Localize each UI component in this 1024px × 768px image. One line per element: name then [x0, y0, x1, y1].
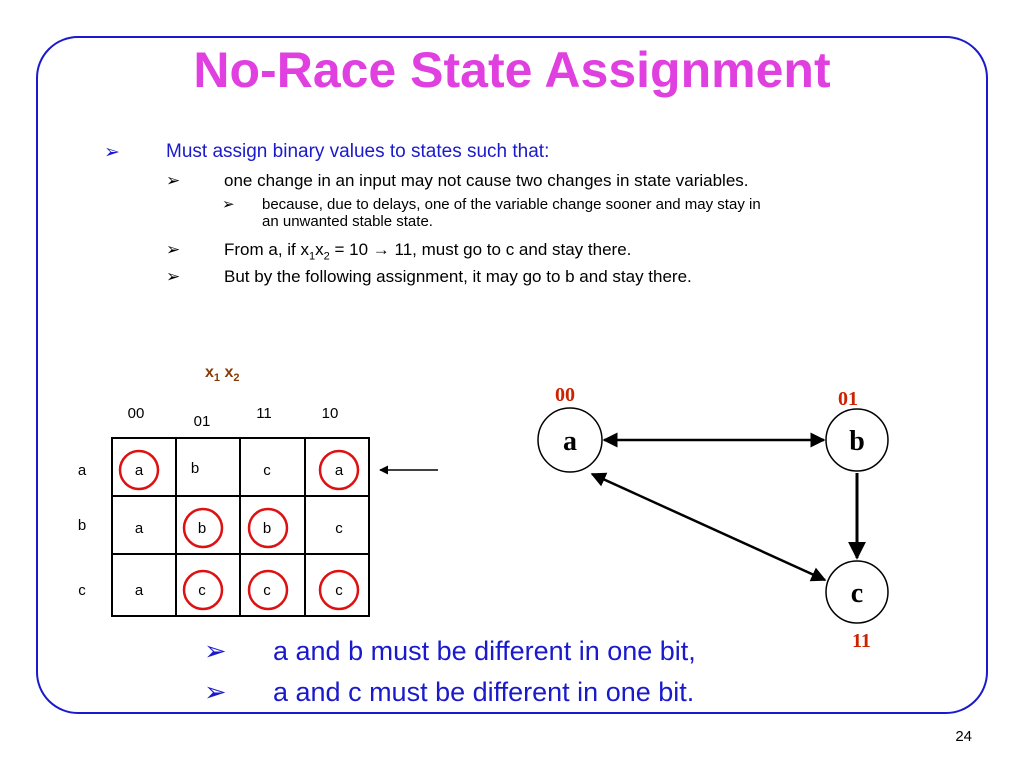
kmap-col-header: 10: [321, 405, 339, 422]
kmap-cell: b: [197, 520, 207, 537]
bullet-delay-line1: because, due to delays, one of the variable change sooner and may stay in: [262, 196, 761, 213]
bullet-arrow-icon: ➢: [166, 267, 181, 286]
conclusion-a-b: a and b must be different in one bit,: [273, 636, 696, 666]
kmap-col-header: 11: [256, 405, 272, 422]
stable-state-circle: [184, 509, 222, 547]
stable-state-circle: [184, 571, 222, 609]
page-number: 24: [955, 728, 972, 745]
bullet-arrow-icon: ➢: [204, 636, 227, 666]
kmap-row-header: a: [77, 462, 87, 479]
kmap-cell: c: [263, 462, 271, 479]
state-node-a-label: a: [563, 426, 577, 457]
bullet-but-by: But by the following assignment, it may go to b and stay there.: [224, 267, 692, 286]
kmap-row-header: c: [78, 582, 86, 599]
stable-state-circle: [120, 451, 158, 489]
kmap-col-header: 01: [193, 413, 211, 430]
kmap-grid: [112, 438, 369, 616]
kmap-cell: a: [134, 582, 144, 599]
kmap-cell: a: [134, 520, 144, 537]
conclusion-a-c: a and c must be different in one bit.: [273, 677, 695, 707]
state-node-b-label: b: [849, 426, 865, 457]
stable-state-circle: [320, 451, 358, 489]
stable-state-circle: [249, 509, 287, 547]
bullet-delay-line2: an unwanted stable state.: [262, 213, 433, 230]
kmap-cell: c: [263, 582, 271, 599]
kmap-cell: c: [198, 582, 206, 599]
kmap-cell: a: [334, 462, 344, 479]
state-code-c: 11: [852, 630, 871, 652]
state-code-b: 01: [838, 388, 858, 410]
edge-a-c: [592, 474, 825, 580]
bullet-input-change: one change in an input may not cause two changes in state variables.: [224, 171, 749, 190]
state-code-a: 00: [555, 384, 575, 406]
kmap-cell: c: [335, 582, 343, 599]
state-node-c-label: c: [850, 578, 864, 609]
bullet-arrow-icon: ➢: [204, 677, 227, 707]
kmap-col-header: 00: [127, 405, 145, 422]
state-diagram: [538, 408, 888, 623]
kmap-variable-label: $x_1$ $x_2$: [205, 364, 240, 385]
kmap-cell: a: [134, 462, 144, 479]
right-arrow-icon: →: [372, 240, 390, 259]
stable-state-circle: [320, 571, 358, 609]
stable-state-circle: [249, 571, 287, 609]
kmap-cell: b: [190, 460, 200, 477]
bullet-arrow-icon: ➢: [166, 171, 181, 190]
bullet-main: Must assign binary values to states such that:: [166, 141, 550, 162]
bullet-from-a: From a, if $x_1x_2 = 10 \to 11$, must go to c and stay there.: [224, 240, 632, 263]
kmap-cell: b: [262, 520, 272, 537]
bullet-arrow-icon: ➢: [104, 142, 120, 163]
bullet-arrow-icon: ➢: [166, 240, 181, 259]
kmap-cell: c: [335, 520, 343, 537]
slide-title: No-Race State Assignment: [193, 42, 831, 98]
bullet-arrow-icon: ➢: [222, 196, 235, 213]
kmap-row-header: b: [77, 517, 87, 534]
